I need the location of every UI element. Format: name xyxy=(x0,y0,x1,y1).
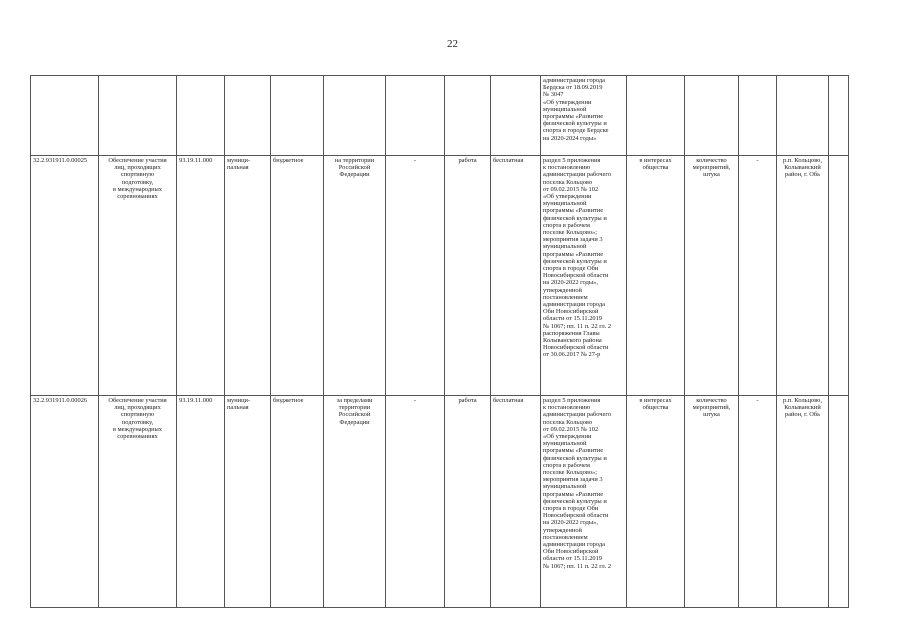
document-line: муниципальной xyxy=(543,105,587,113)
cell-code xyxy=(31,76,99,156)
cell-code xyxy=(31,396,99,608)
document-line: на 2020-2022 годы», xyxy=(543,519,598,527)
cell-type xyxy=(445,76,491,156)
name-line: в международных xyxy=(113,425,162,433)
cell-name xyxy=(99,76,177,156)
registry-code: 32.2.931911.0.00025 xyxy=(33,157,88,164)
document-line: распоряжения Главы xyxy=(543,329,600,337)
document-line: на 2020-2022 годы», xyxy=(543,279,598,287)
cell-document xyxy=(541,396,627,608)
document-line: «Об утверждении xyxy=(543,193,592,201)
territory-line: Российской xyxy=(338,411,371,419)
document-line: администрации города xyxy=(543,77,605,84)
institutions-line: р.п. Кольцово, xyxy=(783,157,822,164)
cell-okved xyxy=(177,396,225,608)
document-line: области от 15.11.2019 xyxy=(543,555,602,563)
cell-extra xyxy=(829,156,849,396)
consumers-line: в интересах xyxy=(639,397,672,404)
name-line: лиц, проходящих xyxy=(114,164,161,172)
institutions-line: р.п. Кольцово, xyxy=(783,397,822,404)
document-line: Новосибирской области xyxy=(543,272,609,280)
document-line: муниципальной xyxy=(543,483,587,491)
document-line: физической культуры и xyxy=(543,454,607,462)
name-line: соревнованиях xyxy=(117,433,158,441)
cell-dash xyxy=(386,396,445,608)
cell-institutions xyxy=(777,76,829,156)
consumers-line: общества xyxy=(642,404,669,412)
document-line: от 30.06.2017 № 27-р xyxy=(543,351,601,359)
cell-extra xyxy=(829,76,849,156)
cell-payment xyxy=(491,76,541,156)
cell-name xyxy=(99,396,177,608)
name-line: подготовку, xyxy=(121,418,154,426)
document-line: утвержденной xyxy=(543,286,582,294)
dash: - xyxy=(756,397,759,404)
funding-type: бюджетное xyxy=(273,397,304,404)
document-line: раздел 5 приложения xyxy=(543,397,601,404)
document-line: программы «Развитие xyxy=(543,113,604,121)
territory-line: Федерации xyxy=(339,171,370,179)
institutions-line: район, г. Обь xyxy=(784,411,821,419)
cell-territory xyxy=(324,156,386,396)
document-line: № 1067; пп. 11 п. 22 гл. 2 xyxy=(543,562,612,570)
document-line: постановлением xyxy=(543,293,588,301)
document-line: муниципальной xyxy=(543,440,587,448)
document-line: Новосибирской области xyxy=(543,344,609,352)
document-line: Новосибирской области xyxy=(543,512,609,520)
document-line: Бердска от 18.09.2019 xyxy=(543,84,603,92)
document-line: № 3047 xyxy=(543,91,564,99)
institutions-line: Колыванский xyxy=(784,164,821,172)
document-line: программы «Развитие xyxy=(543,250,604,258)
cell-indicator xyxy=(685,76,739,156)
cell-dash xyxy=(739,76,777,156)
cell-payment xyxy=(491,396,541,608)
document-line: поселка Кольцово xyxy=(543,418,593,426)
territory-line: на территории xyxy=(334,157,375,164)
document-line: раздел 5 приложения xyxy=(543,157,601,164)
consumers-line: общества xyxy=(642,164,669,172)
document-line: спорта в городе Оби xyxy=(543,265,599,273)
cell-document xyxy=(541,76,627,156)
document-line: поселке Кольцово»; xyxy=(543,229,598,237)
registry-table xyxy=(30,75,849,608)
dash: - xyxy=(413,157,417,164)
document-line: спорта в рабочем xyxy=(543,461,590,469)
document-line: мероприятия задачи 3 xyxy=(543,476,603,484)
document-line: физической культуры и xyxy=(543,120,607,128)
cell-dash xyxy=(739,396,777,608)
document-line: от 09.02.2015 № 102 xyxy=(543,425,599,433)
cell-name xyxy=(99,156,177,396)
cell-dash xyxy=(386,76,445,156)
cell-institutions xyxy=(777,396,829,608)
cell-territory xyxy=(324,396,386,608)
indicator-line: количество xyxy=(696,157,727,164)
okved-code: 93.19.11.000 xyxy=(179,157,213,164)
institutions-line: Колыванский xyxy=(784,404,821,412)
indicator-line: штука xyxy=(703,171,720,179)
document-line: «Об утверждении xyxy=(543,433,592,441)
territory-line: за пределами xyxy=(336,397,373,404)
okved-code: 93.19.11.000 xyxy=(179,397,213,404)
table-row xyxy=(31,396,849,608)
cell-consumers xyxy=(627,396,685,608)
page-number: 22 xyxy=(447,38,458,50)
cell-code xyxy=(31,156,99,396)
document-line: программы «Развитие xyxy=(543,490,604,498)
name-line: Обеспечение участия xyxy=(108,157,167,164)
document-line: администрации рабочего xyxy=(543,171,612,179)
document-line: к постановлению xyxy=(543,404,591,412)
document-line: Оби Новосибирской xyxy=(543,308,599,316)
indicator-line: количество xyxy=(696,397,727,404)
document-line: спорта в рабочем xyxy=(543,221,590,229)
indicator-line: мероприятий, xyxy=(692,404,731,412)
name-line: спортивную xyxy=(120,411,155,419)
name-line: спортивную xyxy=(120,171,155,179)
work-type: работа xyxy=(458,157,477,164)
document-line: «Об утверждении xyxy=(543,98,592,106)
level-line: муници- xyxy=(227,157,251,164)
cell-level xyxy=(225,396,271,608)
table-row xyxy=(31,156,849,396)
document-line: физической культуры и xyxy=(543,214,607,222)
consumers-line: в интересах xyxy=(639,157,672,164)
cell-territory xyxy=(324,76,386,156)
dash: - xyxy=(413,397,417,404)
cell-okved xyxy=(177,76,225,156)
cell-level xyxy=(225,156,271,396)
cell-indicator xyxy=(685,156,739,396)
level-line: пальная xyxy=(227,164,249,172)
cell-dash xyxy=(386,156,445,396)
institutions-line: район, г. Обь xyxy=(784,171,821,179)
indicator-line: мероприятий, xyxy=(692,164,731,172)
document-line: № 1067; пп. 11 п. 22 гл. 2 xyxy=(543,322,612,330)
level-line: муници- xyxy=(227,397,251,404)
name-line: в международных xyxy=(113,185,162,193)
document-line: области от 15.11.2019 xyxy=(543,315,602,323)
document-line: мероприятия задачи 3 xyxy=(543,236,603,244)
cell-funding xyxy=(271,396,324,608)
document-line: Колыванского района xyxy=(543,337,602,345)
cell-indicator xyxy=(685,396,739,608)
document-line: поселке Кольцово»; xyxy=(543,469,598,477)
document-line: постановлением xyxy=(543,533,588,541)
cell-extra xyxy=(829,396,849,608)
document-line: от 09.02.2015 № 102 xyxy=(543,185,599,193)
cell-institutions xyxy=(777,156,829,396)
document-line: администрации рабочего xyxy=(543,411,612,419)
dash: - xyxy=(756,157,759,164)
document-line: поселка Кольцово xyxy=(543,178,593,186)
indicator-line: штука xyxy=(703,411,720,419)
cell-consumers xyxy=(627,76,685,156)
cell-type xyxy=(445,396,491,608)
table-row-continuation xyxy=(31,76,849,156)
cell-dash xyxy=(739,156,777,396)
cell-payment xyxy=(491,156,541,396)
territory-line: Российской xyxy=(338,164,371,172)
document-line: Оби Новосибирской xyxy=(543,548,599,556)
document-line: спорта в городе Оби xyxy=(543,505,599,513)
document-line: утвержденной xyxy=(543,526,582,534)
document-line: к постановлению xyxy=(543,164,591,172)
cell-level xyxy=(225,76,271,156)
document-line: программы «Развитие xyxy=(543,207,604,215)
cell-funding xyxy=(271,156,324,396)
name-line: соревнованиях xyxy=(117,193,158,201)
cell-consumers xyxy=(627,156,685,396)
territory-line: территории xyxy=(338,404,371,412)
document-line: муниципальной xyxy=(543,243,587,251)
name-line: лиц, проходящих xyxy=(114,404,161,412)
cell-okved xyxy=(177,156,225,396)
document-line: программы «Развитие xyxy=(543,447,604,455)
cell-type xyxy=(445,156,491,396)
cell-funding xyxy=(271,76,324,156)
document-line: на 2020-2024 годы» xyxy=(543,134,597,142)
cell-document xyxy=(541,156,627,396)
work-type: работа xyxy=(458,397,477,404)
name-line: Обеспечение участия xyxy=(108,397,167,404)
document-line: спорта в городе Бердске xyxy=(543,127,609,135)
document-line: муниципальной xyxy=(543,200,587,208)
payment-type: бесплатная xyxy=(493,397,524,404)
document-line: администрации города xyxy=(543,301,605,309)
level-line: пальная xyxy=(227,404,249,412)
payment-type: бесплатная xyxy=(493,157,524,164)
territory-line: Федерации xyxy=(339,418,370,426)
name-line: подготовку, xyxy=(121,178,154,186)
document-line: администрации города xyxy=(543,541,605,549)
registry-code: 32.2.931911.0.00026 xyxy=(33,397,88,404)
document-line: физической культуры и xyxy=(543,257,607,265)
funding-type: бюджетное xyxy=(273,157,304,164)
document-line: физической культуры и xyxy=(543,497,607,505)
